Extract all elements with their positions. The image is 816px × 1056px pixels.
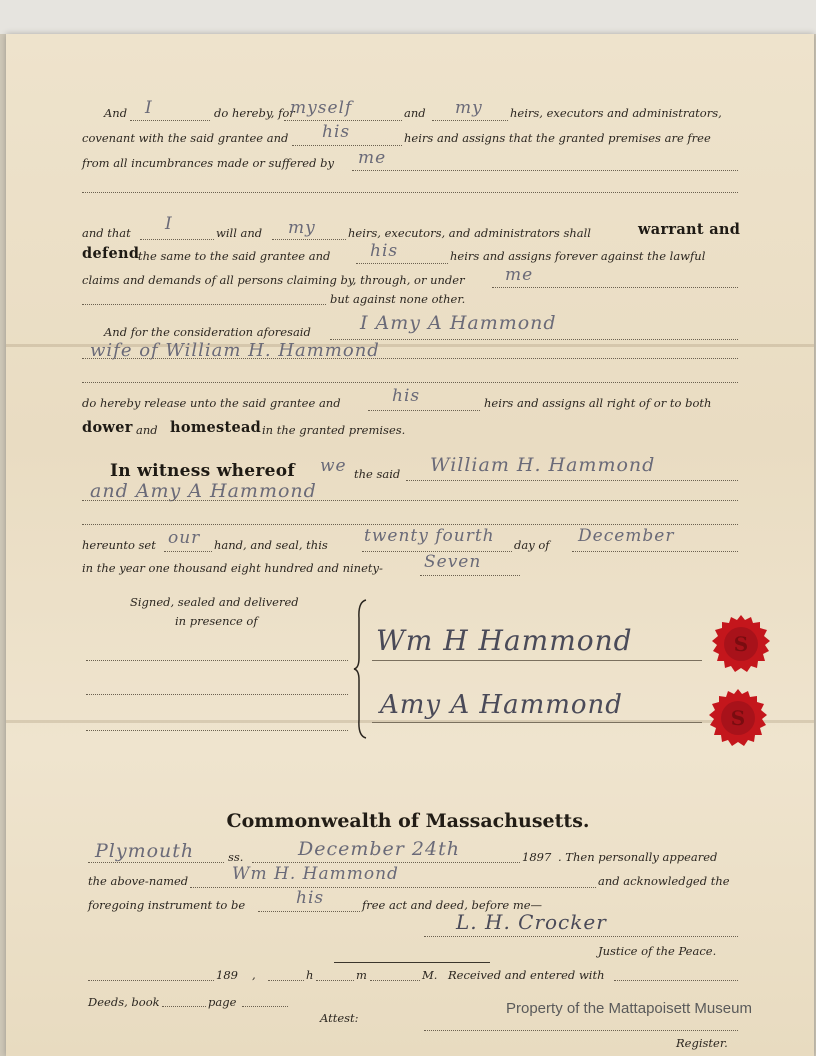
svg-text:S: S [733, 632, 749, 656]
hw-grantor-name: I Amy A Hammond [360, 312, 557, 334]
text-m: m [356, 968, 367, 982]
hw-me: me [358, 148, 387, 168]
blank-line [82, 358, 738, 359]
hw-my: my [288, 218, 316, 238]
text-above-named: the above-named [88, 874, 189, 888]
ack-title: Commonwealth of Massachusetts. [226, 810, 590, 832]
text-189: 189 [216, 968, 238, 982]
blank-line [330, 339, 738, 340]
blank-line [370, 980, 420, 981]
hw-our: our [168, 528, 201, 548]
blank-line [82, 304, 326, 305]
blank-line [88, 980, 214, 981]
signature-william: Wm H Hammond [376, 624, 633, 657]
blank-line [572, 551, 738, 552]
hw-month: December [578, 526, 675, 546]
blank-line [614, 980, 738, 981]
text-in-premises: in the granted premises. [262, 423, 406, 437]
text-will-and: will and [216, 226, 263, 240]
text-year: in the year one thousand eight hundred and ninety- [82, 561, 383, 575]
blank-line [420, 575, 520, 576]
scan-background [0, 0, 816, 34]
text-then: . Then personally appeared [558, 850, 718, 864]
text-same: the same to the said grantee and [138, 249, 331, 263]
blank-line [368, 410, 480, 411]
blank-line [190, 887, 596, 888]
witness-line [86, 730, 348, 731]
blank-line [162, 1006, 206, 1007]
hw-my: my [455, 98, 483, 118]
blank-line [130, 120, 210, 121]
text-heirs: heirs, executors and administrators, [510, 106, 722, 120]
text-heirs-right: heirs and assigns all right of or to both [484, 396, 712, 410]
hw-name: William H. Hammond [430, 454, 656, 476]
blank-line [164, 551, 212, 552]
text-attest: Attest: [320, 1011, 359, 1025]
blank-line [492, 287, 738, 288]
text-heirs-exec: heirs, executors, and administrators shall [348, 226, 591, 240]
brace-icon [352, 598, 372, 740]
text-and-that: and that [82, 226, 131, 240]
blank-line [140, 239, 214, 240]
text-dower: dower [82, 419, 133, 436]
blank-line [272, 239, 346, 240]
text-warrant: warrant and [638, 221, 741, 238]
text-and: and [136, 423, 158, 437]
text-comma: , [252, 968, 256, 982]
hw-myself: myself [290, 98, 353, 118]
text-claims: claims and demands of all persons claiming by, through, or under [82, 273, 465, 287]
register-line [424, 1030, 738, 1031]
blank-line [252, 862, 520, 863]
svg-text:S: S [730, 706, 746, 730]
hw-we: we [320, 456, 347, 476]
text-do-hereby: do hereby, for [214, 106, 295, 120]
blank-line [88, 862, 224, 863]
blank-line [258, 911, 360, 912]
blank-line [82, 500, 738, 501]
blank-line [268, 980, 304, 981]
hw-his: his [322, 122, 351, 142]
text-from: from all incumbrances made or suffered by [82, 156, 334, 170]
blank-line [82, 192, 738, 193]
text-and: And [104, 106, 128, 120]
text-year: 1897 [522, 850, 552, 864]
text-but: but against none other. [330, 292, 466, 306]
hw-county: Plymouth [95, 840, 195, 862]
blank-line [82, 382, 738, 383]
hw-me: me [505, 265, 534, 285]
text-defend: defend [82, 245, 140, 262]
text-M: M. [422, 968, 438, 982]
hw-his: his [392, 386, 421, 406]
text-h: h [306, 968, 314, 982]
witness-line [86, 694, 348, 695]
text-acknowledged: and acknowledged the [598, 874, 730, 888]
blank-line [292, 145, 402, 146]
hw-day: twenty fourth [364, 526, 495, 546]
blank-line [406, 480, 738, 481]
text-day-of: day of [514, 538, 550, 552]
text-justice: Justice of the Peace. [598, 944, 717, 958]
blank-line [356, 263, 448, 264]
text-ss: ss. [228, 850, 244, 864]
text-deeds-book: Deeds, book [88, 995, 160, 1009]
justice-line [424, 936, 738, 937]
text-foregoing: foregoing instrument to be [88, 898, 246, 912]
witness-line [86, 660, 348, 661]
text-heirs-forever: heirs and assigns forever against the lawful [450, 249, 706, 263]
hw-his: his [296, 888, 325, 908]
text-release: do hereby release unto the said grantee and [82, 396, 341, 410]
signature-line [372, 660, 702, 661]
text-hereunto: hereunto set [82, 538, 156, 552]
text-free-act: free act and deed, before me— [362, 898, 543, 912]
hw-wife-of: wife of William H. Hammond [90, 340, 380, 361]
wax-seal-icon [708, 688, 768, 748]
text-register: Register. [676, 1036, 728, 1050]
blank-line [284, 120, 402, 121]
text-received: Received and entered with [448, 968, 605, 982]
hw-name-2: and Amy A Hammond [90, 480, 317, 502]
hw-name: Wm H. Hammond [232, 864, 399, 884]
wax-seal-icon [711, 614, 771, 674]
signature-line [372, 722, 702, 723]
text-heirs-assigns: heirs and assigns that the granted premises are free [404, 131, 711, 145]
hw-seven: Seven [424, 552, 482, 572]
blank-line [352, 170, 738, 171]
signature-justice: L. H. Crocker [456, 910, 607, 934]
museum-watermark: Property of the Mattapoisett Museum [506, 1000, 752, 1017]
text-consideration: And for the consideration aforesaid [104, 325, 311, 339]
text-signed: Signed, sealed and delivered [130, 595, 299, 609]
blank-line [316, 980, 354, 981]
text-covenant: covenant with the said grantee and [82, 131, 289, 145]
blank-line [242, 1006, 288, 1007]
text-hand-seal: hand, and seal, this [214, 538, 328, 552]
hw-i: I [145, 98, 153, 118]
text-and: and [404, 106, 426, 120]
separator-line [334, 962, 490, 963]
text-witness: In witness whereof [110, 461, 296, 481]
text-the-said: the said [354, 467, 401, 481]
text-homestead: homestead [170, 419, 262, 436]
blank-line [432, 120, 508, 121]
text-page: page [208, 995, 237, 1009]
hw-his: his [370, 241, 399, 261]
blank-line [82, 524, 738, 525]
hw-i: I [165, 214, 173, 234]
hw-date: December 24th [298, 838, 460, 860]
text-in-presence: in presence of [175, 614, 258, 628]
signature-amy: Amy A Hammond [380, 690, 623, 720]
